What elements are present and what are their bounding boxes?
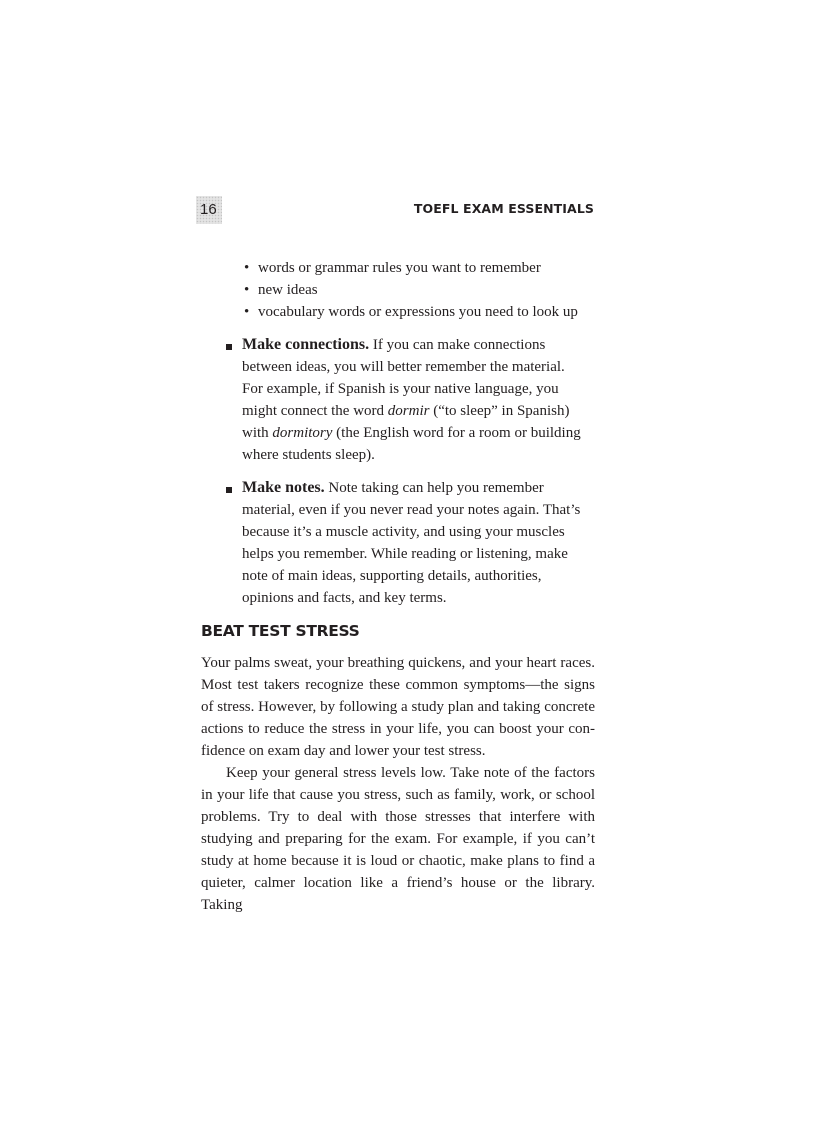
text-line: of stress. However, by following a study plan and taking concrete xyxy=(201,699,595,715)
tip-line: material, even if you never read your notes again. That’s xyxy=(242,502,581,518)
tip-line: opinions and facts, and key terms. xyxy=(242,590,447,606)
tip-line: might connect the word dormir (“to sleep” in Spanish) xyxy=(242,403,570,419)
bullet-icon: • xyxy=(244,304,250,320)
tip-line: Make connections. If you can make connections xyxy=(242,336,546,353)
tip-line: between ideas, you will better remember the material. xyxy=(242,359,565,375)
tip-lead: Make notes. xyxy=(242,479,325,496)
text-line: fidence on exam day and lower your test stress. xyxy=(201,743,486,759)
text-line: in your life that cause you stress, such as family, work, or school xyxy=(201,787,595,803)
tip-line: because it’s a muscle activity, and using your muscles xyxy=(242,524,565,540)
tip-make-connections xyxy=(226,334,594,466)
bullet-icon: • xyxy=(244,260,250,276)
list-item xyxy=(244,301,578,323)
term-dormir: dormir xyxy=(387,403,430,419)
text-line: Most test takers recognize these common symptoms—the signs xyxy=(201,677,595,693)
text-line: problems. Try to deal with those stresses that interfere with xyxy=(201,809,595,825)
running-head: TOEFL EXAM ESSENTIALS xyxy=(413,201,594,216)
text-line: study at home because it is loud or chaotic, make plans to find a xyxy=(201,853,595,869)
list-item xyxy=(244,257,578,279)
text-line: studying and preparing for the exam. For example, if you can’t xyxy=(201,831,595,847)
text-line: Keep your general stress levels low. Take note of the factors xyxy=(226,765,595,781)
text-line: quieter, calmer location like a friend’s house or the library. Taking xyxy=(201,875,595,913)
list-item-text: new ideas xyxy=(258,282,318,298)
paragraph xyxy=(201,762,595,916)
tip-line: with dormitory (the English word for a room or building xyxy=(242,425,581,441)
page-number: 16 xyxy=(196,196,222,224)
tip-line: Make notes. Note taking can help you remember xyxy=(242,479,544,496)
tip-lead: Make connections. xyxy=(242,336,370,353)
square-bullet-icon xyxy=(226,344,232,350)
tip-make-notes xyxy=(226,477,594,609)
body-text xyxy=(201,652,595,916)
tip-line: where students sleep). xyxy=(242,447,375,463)
sub-bullet-list xyxy=(244,257,578,323)
list-item-text: words or grammar rules you want to remember xyxy=(258,260,541,276)
tip-line: For example, if Spanish is your native language, you xyxy=(242,381,559,397)
term-dormitory: dormitory xyxy=(272,425,333,441)
text-line: Your palms sweat, your breathing quickens, and your heart races. xyxy=(201,655,595,671)
section-heading: BEAT TEST STRESS xyxy=(201,622,360,640)
tip-line: helps you remember. While reading or listening, make xyxy=(242,546,568,562)
paragraph xyxy=(201,652,595,762)
tip-line: note of main ideas, supporting details, authorities, xyxy=(242,568,542,584)
text-line: actions to reduce the stress in your life, you can boost your con- xyxy=(201,721,595,737)
list-item xyxy=(244,279,578,301)
list-item-text: vocabulary words or expressions you need to look up xyxy=(258,304,578,320)
square-bullet-icon xyxy=(226,487,232,493)
bullet-icon: • xyxy=(244,282,250,298)
tips-list xyxy=(226,334,594,609)
